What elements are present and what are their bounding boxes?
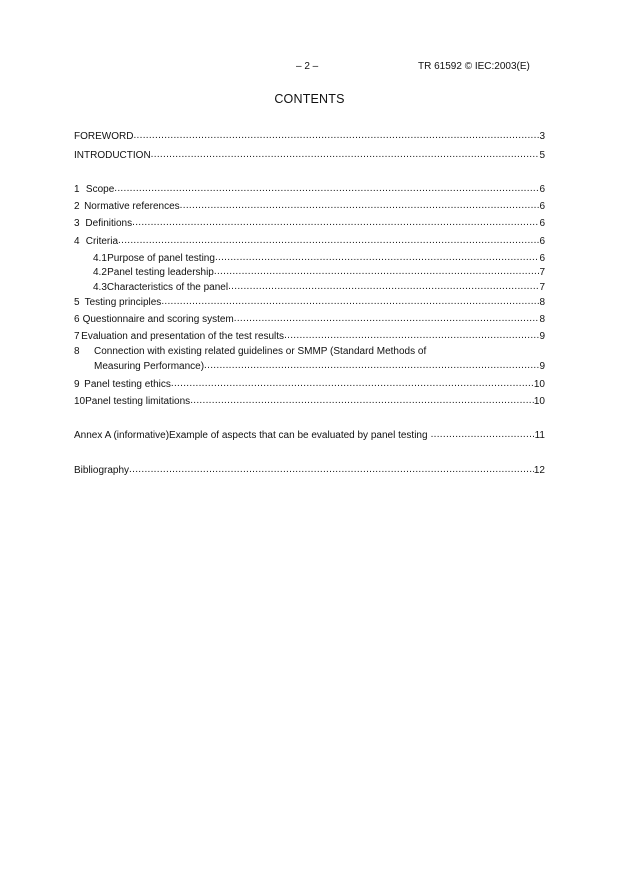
toc-label: Definitions: [85, 218, 133, 229]
toc-entry-1[interactable]: [74, 181, 545, 195]
toc-label-line1: Connection with existing related guidelines or SMMP (Standard Methods of: [94, 346, 427, 357]
toc-label: Evaluation and presentation of the test results: [81, 331, 285, 342]
toc-page: 6: [539, 236, 545, 247]
toc-page: 7: [539, 282, 545, 293]
page-number: – 2 –: [296, 61, 319, 72]
toc-number: 4.3: [93, 282, 107, 293]
toc-label: Testing principles: [84, 297, 162, 308]
toc-page: 8: [539, 314, 545, 325]
toc-leader: [215, 252, 540, 264]
toc-label-line2: Measuring Performance): [94, 361, 205, 372]
document-reference: TR 61592 © IEC:2003(E): [418, 61, 530, 72]
toc-entry-4-2[interactable]: [74, 264, 545, 278]
toc-entry-2[interactable]: [74, 198, 545, 212]
toc-label: Example of aspects that can be evaluated by panel testing: [169, 430, 428, 441]
toc-leader: [129, 464, 534, 476]
toc-label: FOREWORD: [74, 131, 134, 142]
toc-entry-7[interactable]: [74, 328, 545, 342]
toc-page: 12: [533, 465, 545, 476]
toc-leader: [161, 296, 539, 308]
toc-number: 9: [74, 379, 80, 390]
toc-entry-5[interactable]: [74, 294, 545, 308]
toc-annex-prefix: Annex A (informative): [74, 430, 170, 441]
toc-label: Scope: [85, 184, 115, 195]
toc-number: 8: [74, 346, 80, 357]
toc-leader: [133, 130, 539, 142]
toc-page: 10: [533, 379, 545, 390]
toc-entry-foreword[interactable]: [74, 128, 545, 142]
toc-leader: [132, 217, 539, 229]
toc-leader: [114, 183, 539, 195]
toc-leader: [284, 330, 539, 342]
toc-number: 4.2: [93, 267, 107, 278]
toc-label: Panel testing leadership: [107, 267, 214, 278]
toc-label: Questionnaire and scoring system: [82, 314, 234, 325]
toc-label: Panel testing ethics: [84, 379, 171, 390]
toc-entry-annex-a[interactable]: [74, 427, 545, 441]
toc-entry-6[interactable]: [74, 311, 545, 325]
toc-leader: [234, 313, 540, 325]
toc-leader: [171, 378, 534, 390]
toc-page: 6: [539, 218, 545, 229]
toc-leader: [214, 266, 540, 278]
toc-page: 10: [533, 396, 545, 407]
toc-page: 11: [534, 430, 545, 441]
toc-label: Purpose of panel testing: [107, 253, 215, 264]
toc-label: Characteristics of the panel: [106, 282, 229, 293]
toc-number: 10: [74, 396, 86, 407]
toc-label: Bibliography: [74, 465, 130, 476]
toc-page: 6: [539, 253, 545, 264]
toc-entry-4[interactable]: [74, 233, 545, 247]
toc-number: 4.1: [93, 253, 107, 264]
toc-leader: [228, 281, 539, 293]
toc-page: 8: [539, 297, 545, 308]
toc-number: 5: [74, 297, 80, 308]
toc-leader: [190, 395, 534, 407]
toc-entry-9[interactable]: [74, 376, 545, 390]
toc-number: 2: [74, 201, 80, 212]
toc-leader: [204, 360, 539, 372]
contents-title: CONTENTS: [274, 92, 345, 106]
toc-leader: [431, 429, 535, 441]
toc-entry-bibliography[interactable]: [74, 462, 545, 476]
toc-number: 1: [74, 184, 80, 195]
toc-entry-8-continuation: [94, 358, 545, 372]
toc-page: 7: [539, 267, 545, 278]
toc-label: INTRODUCTION: [74, 150, 151, 161]
toc-leader: [151, 149, 540, 161]
toc-number: 4: [74, 236, 80, 247]
toc-number: 3: [74, 218, 80, 229]
toc-entry-3[interactable]: [74, 215, 545, 229]
toc-label: Criteria: [85, 236, 119, 247]
toc-page: 6: [539, 184, 545, 195]
toc-leader: [118, 235, 539, 247]
toc-page: 9: [539, 331, 545, 342]
toc-page: 5: [539, 150, 545, 161]
toc-entry-4-1[interactable]: [74, 250, 545, 264]
toc-number: 6: [74, 314, 80, 325]
toc-page: 3: [539, 131, 545, 142]
toc-label: Panel testing limitations: [85, 396, 191, 407]
toc-entry-introduction[interactable]: [74, 147, 545, 161]
toc-entry-8[interactable]: [74, 346, 545, 374]
toc-entry-10[interactable]: [74, 393, 545, 407]
toc-number: 7: [74, 331, 80, 342]
toc-label: Normative references: [84, 201, 180, 212]
toc-leader: [180, 200, 540, 212]
toc-page: 6: [539, 201, 545, 212]
toc-page: 9: [539, 361, 545, 372]
toc-entry-4-3[interactable]: [74, 279, 545, 293]
